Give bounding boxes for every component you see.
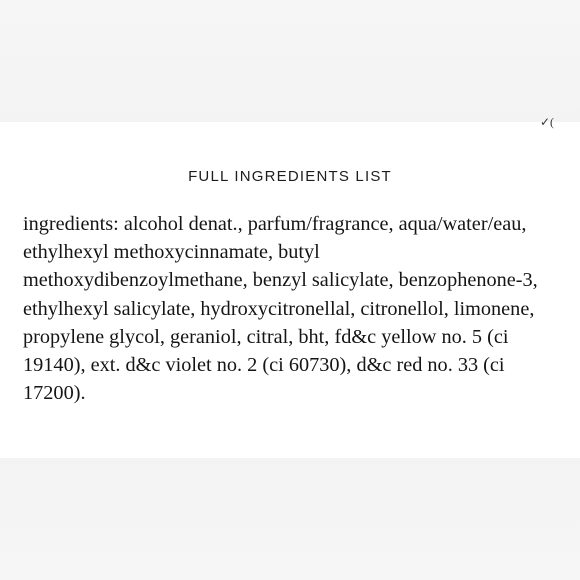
ingredients-line: methoxydibenzoylmethane, benzyl salicylate, benzophenone-3, [23, 269, 538, 292]
ingredients-list [23, 210, 563, 407]
ingredients-line: ethylhexyl salicylate, hydroxycitronellal, citronellol, limonene, [23, 297, 535, 320]
ingredients-line: ethylhexyl methoxycinnamate, butyl [23, 241, 320, 264]
ingredients-line: ingredients: alcohol denat., parfum/fragrance, aqua/water/eau, [23, 213, 527, 235]
ingredients-card [0, 115, 580, 458]
ingredients-heading: FULL INGREDIENTS LIST [188, 168, 392, 185]
bottom-background-band [0, 458, 580, 580]
ingredients-line: 17200). [23, 382, 86, 405]
ingredients-line: propylene glycol, geraniol, citral, bht, fd&c yellow no. 5 (ci [23, 325, 509, 348]
corner-mark: ✓( [539, 115, 554, 129]
ingredients-line: 19140), ext. d&c violet no. 2 (ci 60730), d&c red no. 33 (ci [23, 354, 505, 377]
top-background-band [0, 0, 580, 122]
